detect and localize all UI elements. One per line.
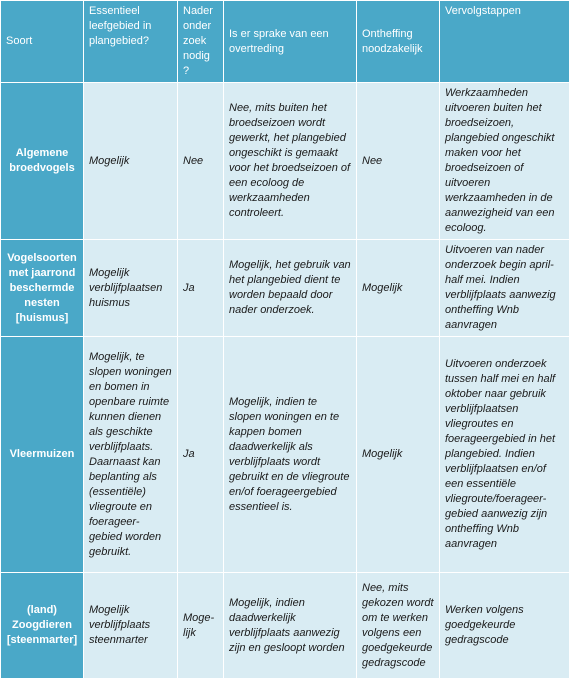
- nader-onderzoek-cell: Nee: [178, 83, 224, 240]
- ontheffing-cell: Nee: [357, 83, 440, 240]
- header-row: [1, 1, 569, 83]
- ontheffing-cell: Mogelijk: [357, 240, 440, 337]
- vervolgstappen-cell: Werkzaamheden uitvoeren buiten het broedseizoen, plangebied ongeschikt maken voor het broedseizoen of uitvoeren werkzaamheden in de aanwezigheid van een ecoloog.: [440, 83, 569, 240]
- soort-cell: (land) Zoogdieren [steenmarter]: [1, 573, 84, 679]
- overtreding-cell: Mogelijk, het gebruik van het plangebied dient te worden bepaald door nader onderzoek.: [224, 240, 357, 337]
- nader-onderzoek-cell: Ja: [178, 337, 224, 573]
- header-nader-onderzoek: Nader onder zoek nodig ?: [178, 1, 224, 83]
- vervolgstappen-cell: Uitvoeren van nader onderzoek begin april-half mei. Indien verblijfplaats aanwezig ontheffing Wnb aanvragen: [440, 240, 569, 337]
- soort-cell: Algemene broedvogels: [1, 83, 84, 240]
- essentieel-cell: Mogelijk, te slopen woningen en bomen in openbare ruimte kunnen dienen als geschikte verblijfplaats. Daarnaast kan beplanting als (essentiële) vliegroute en foerageer-gebied worden gebruikt.: [84, 337, 178, 573]
- nader-onderzoek-cell: Ja: [178, 240, 224, 337]
- header-ontheffing: Ontheffing noodzakelijk: [357, 1, 440, 83]
- soort-cell: Vleermuizen: [1, 337, 84, 573]
- table-row: [1, 573, 569, 679]
- table-row: [1, 337, 569, 573]
- vervolgstappen-cell: Uitvoeren onderzoek tussen half mei en half oktober naar gebruik verblijfplaatsen vliegroutes en foerageergebied in het plangebied. Indien verblijfplaatsen en/of een essentiële vliegroute/foerageer-gebied aanwezig zijn ontheffing Wnb aanvragen: [440, 337, 569, 573]
- ontheffing-cell: Nee, mits gekozen wordt om te werken volgens een goedgekeurde gedragscode: [357, 573, 440, 679]
- header-vervolgstappen: Vervolgstappen: [440, 1, 569, 83]
- ontheffing-cell: Mogelijk: [357, 337, 440, 573]
- header-essentieel-leefgebied: Essentieel leefgebied in plangebied?: [84, 1, 178, 83]
- header-overtreding: Is er sprake van een overtreding: [224, 1, 357, 83]
- essentieel-cell: Mogelijk: [84, 83, 178, 240]
- overtreding-cell: Nee, mits buiten het broedseizoen wordt gewerkt, het plangebied ongeschikt is gemaakt voor het broedseizoen of een ecoloog de werkzaamheden controleert.: [224, 83, 357, 240]
- overtreding-cell: Mogelijk, indien te slopen woningen en te kappen bomen daadwerkelijk als verblijfplaats wordt gebruikt en de vliegroute en/of foerageergebied essentieel is.: [224, 337, 357, 573]
- table-row: [1, 83, 569, 240]
- essentieel-cell: Mogelijk verblijfplaatsen huismus: [84, 240, 178, 337]
- essentieel-cell: Mogelijk verblijfplaats steenmarter: [84, 573, 178, 679]
- overtreding-cell: Mogelijk, indien daadwerkelijk verblijfplaats aanwezig zijn en gesloopt worden: [224, 573, 357, 679]
- table-row: [1, 240, 569, 337]
- vervolgstappen-cell: Werken volgens goedgekeurde gedragscode: [440, 573, 569, 679]
- nader-onderzoek-cell: Moge-lijk: [178, 573, 224, 679]
- header-soort: Soort: [1, 1, 84, 83]
- soort-cell: Vogelsoorten met jaarrond beschermde nesten [huismus]: [1, 240, 84, 337]
